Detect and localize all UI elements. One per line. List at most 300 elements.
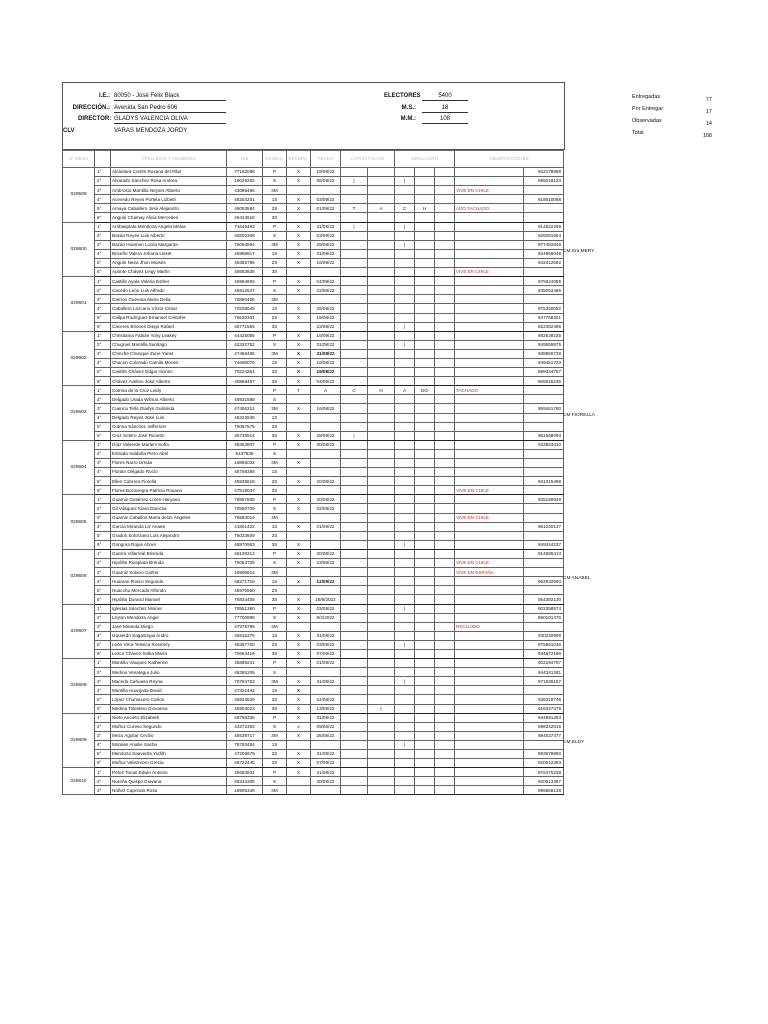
drill-cell bbox=[435, 522, 455, 531]
training-cell bbox=[368, 522, 395, 531]
dni-cell: 44425085 bbox=[227, 331, 263, 340]
observation-cell bbox=[455, 731, 524, 740]
reception-cell: X bbox=[287, 258, 311, 267]
drill-cell bbox=[395, 686, 415, 695]
condition-cell: 3M bbox=[263, 568, 287, 577]
order-cell: 2° bbox=[95, 177, 111, 186]
name-cell: Alvarado Sánchez Rosa Andrea bbox=[111, 177, 227, 186]
drill-cell bbox=[435, 340, 455, 349]
name-cell: Huaman Rosco Segundo bbox=[111, 577, 227, 586]
condition-cell: 1S bbox=[263, 522, 287, 531]
dni-cell: 45970960 bbox=[227, 586, 263, 595]
drill-cell bbox=[435, 268, 455, 277]
training-cell bbox=[341, 722, 368, 731]
observation-cell: VIVE EN CHILE bbox=[455, 559, 524, 568]
reception-cell: X bbox=[287, 704, 311, 713]
observation-cell bbox=[455, 213, 524, 222]
reception-cell bbox=[287, 531, 311, 540]
drill-cell bbox=[415, 222, 435, 231]
dni-cell: 18029262 bbox=[227, 177, 263, 186]
table-row bbox=[63, 486, 564, 495]
drill-cell bbox=[415, 168, 435, 177]
drill-cell bbox=[415, 713, 435, 722]
reception-cell: X bbox=[287, 358, 311, 367]
table-row bbox=[63, 468, 564, 477]
drill-cell bbox=[395, 459, 415, 468]
condition-cell: P bbox=[263, 386, 287, 395]
dni-cell: 18865032 bbox=[227, 459, 263, 468]
condition-cell: 3M bbox=[263, 240, 287, 249]
name-cell: Gil Vásquez Kiara Danicsa bbox=[111, 504, 227, 513]
observation-cell bbox=[455, 713, 524, 722]
date-cell: 31/08/22 bbox=[311, 713, 341, 722]
phone-cell: 969461780 bbox=[524, 404, 564, 413]
training-cell bbox=[368, 459, 395, 468]
phone-cell bbox=[524, 422, 564, 431]
observation-cell bbox=[455, 313, 524, 322]
table-row bbox=[63, 222, 564, 231]
training-cell bbox=[368, 622, 395, 631]
col-header-capacitacion: CAPACITACIÓN bbox=[341, 151, 395, 168]
training-cell bbox=[368, 468, 395, 477]
table-row bbox=[63, 659, 564, 668]
drill-cell bbox=[435, 577, 455, 586]
observation-cell bbox=[455, 440, 524, 449]
condition-cell: 3S bbox=[263, 213, 287, 222]
date-cell: 04/09/22 bbox=[311, 277, 341, 286]
drill-cell bbox=[435, 395, 455, 404]
training-cell bbox=[368, 249, 395, 258]
condition-cell: S bbox=[263, 613, 287, 622]
reception-cell: X bbox=[287, 349, 311, 358]
drill-cell bbox=[435, 195, 455, 204]
drill-cell bbox=[395, 286, 415, 295]
condition-cell: 1S bbox=[263, 413, 287, 422]
name-cell: Chinche Chunque Zune Yanet bbox=[111, 349, 227, 358]
phone-cell: 944341281 bbox=[524, 668, 564, 677]
table-row bbox=[63, 559, 564, 568]
observation-cell: TACHADO bbox=[455, 386, 524, 395]
name-cell: Ambrosio Mantilla Neyser Alberto bbox=[111, 186, 227, 195]
mesa-number-cell: 029602 bbox=[63, 331, 95, 386]
order-cell: 3° bbox=[95, 295, 111, 304]
drill-cell bbox=[435, 477, 455, 486]
name-cell: Ellen Cabrera Fiorella bbox=[111, 477, 227, 486]
drill-cell bbox=[435, 613, 455, 622]
drill-cell bbox=[395, 349, 415, 358]
training-cell bbox=[368, 368, 395, 377]
col-header-simulacro: SIMULACRO bbox=[395, 151, 455, 168]
drill-cell bbox=[395, 168, 415, 177]
order-cell: 5° bbox=[95, 204, 111, 213]
date-cell bbox=[311, 486, 341, 495]
training-cell bbox=[368, 731, 395, 740]
drill-cell bbox=[415, 368, 435, 377]
date-cell: 31/08/22 bbox=[311, 677, 341, 686]
order-cell: 2° bbox=[95, 613, 111, 622]
drill-cell bbox=[395, 377, 415, 386]
phone-cell: 942412692 bbox=[524, 258, 564, 267]
date-cell: 06/09/22 bbox=[311, 177, 341, 186]
drill-cell bbox=[435, 595, 455, 604]
observation-cell bbox=[455, 349, 524, 358]
training-cell bbox=[341, 349, 368, 358]
table-row bbox=[63, 368, 564, 377]
training-cell bbox=[341, 277, 368, 286]
table-row bbox=[63, 213, 564, 222]
summary-row bbox=[632, 92, 712, 104]
drill-cell bbox=[415, 759, 435, 768]
drill-cell bbox=[395, 268, 415, 277]
dni-cell: 43086496 bbox=[227, 186, 263, 195]
training-cell bbox=[341, 777, 368, 786]
date-cell bbox=[311, 213, 341, 222]
dni-cell: 74698070 bbox=[227, 358, 263, 367]
table-row bbox=[63, 313, 564, 322]
drill-cell bbox=[415, 522, 435, 531]
name-cell: Grados Solorzano Luis Alejandro bbox=[111, 531, 227, 540]
dni-cell: 47978795 bbox=[227, 622, 263, 631]
order-cell: 1° bbox=[95, 768, 111, 777]
cm-note: CM Sra MERY bbox=[563, 249, 595, 254]
drill-cell bbox=[415, 668, 435, 677]
dni-cell: 75057575 bbox=[227, 422, 263, 431]
name-cell: Arribasplata Mendoza Angela Melva bbox=[111, 222, 227, 231]
col-header-obs: OBSERVACIONES bbox=[455, 151, 564, 168]
condition-cell: 3M bbox=[263, 786, 287, 795]
drill-cell bbox=[395, 722, 415, 731]
condition-cell: 3S bbox=[263, 486, 287, 495]
phone-cell: 995858138 bbox=[524, 786, 564, 795]
phone-cell bbox=[524, 486, 564, 495]
training-cell bbox=[341, 649, 368, 658]
reception-cell bbox=[287, 413, 311, 422]
drill-cell bbox=[435, 249, 455, 258]
condition-cell: 2S bbox=[263, 695, 287, 704]
drill-cell bbox=[395, 468, 415, 477]
drill-cell bbox=[415, 468, 435, 477]
dni-cell: 45356796 bbox=[227, 258, 263, 267]
direccion-value: Avenida San Pedro 606 bbox=[114, 104, 226, 113]
order-cell: 4° bbox=[95, 631, 111, 640]
date-cell bbox=[311, 686, 341, 695]
date-cell: 12/09/22 bbox=[311, 577, 341, 586]
training-cell bbox=[341, 522, 368, 531]
drill-cell bbox=[395, 649, 415, 658]
condition-cell: 2S bbox=[263, 750, 287, 759]
observation-cell bbox=[455, 595, 524, 604]
training-cell: A bbox=[368, 204, 395, 213]
reception-cell: X bbox=[287, 277, 311, 286]
date-cell: 03/09/22 bbox=[311, 604, 341, 613]
condition-cell: P bbox=[263, 277, 287, 286]
drill-cell bbox=[415, 704, 435, 713]
observation-cell bbox=[455, 686, 524, 695]
training-cell bbox=[368, 531, 395, 540]
table-row bbox=[63, 513, 564, 522]
date-cell bbox=[311, 513, 341, 522]
phone-cell: 999334757 bbox=[524, 368, 564, 377]
phone-cell bbox=[524, 213, 564, 222]
col-header-name: APELLIDOS Y NOMBRES bbox=[111, 151, 227, 168]
dni-cell: 70551360 bbox=[227, 604, 263, 613]
table-row bbox=[63, 204, 564, 213]
date-cell: 25/08/22 bbox=[311, 731, 341, 740]
date-cell: 8/2/2022 bbox=[311, 613, 341, 622]
training-cell bbox=[341, 377, 368, 386]
dni-cell: 46539717 bbox=[227, 731, 263, 740]
reception-cell: X bbox=[287, 368, 311, 377]
order-cell: 3° bbox=[95, 622, 111, 631]
reception-cell: X bbox=[287, 240, 311, 249]
dni-cell: 70764753 bbox=[227, 677, 263, 686]
reception-cell: X bbox=[287, 522, 311, 531]
phone-cell bbox=[524, 186, 564, 195]
drill-cell bbox=[415, 331, 435, 340]
phone-cell: 962932660 bbox=[524, 577, 564, 586]
drill-cell bbox=[415, 640, 435, 649]
drill-cell bbox=[435, 204, 455, 213]
drill-cell bbox=[435, 358, 455, 367]
col-header-fecha: FECHA bbox=[311, 151, 341, 168]
name-cell: Mantilla Huarijaita David bbox=[111, 686, 227, 695]
order-cell: 6° bbox=[95, 595, 111, 604]
observation-cell bbox=[455, 368, 524, 377]
training-cell bbox=[341, 286, 368, 295]
date-cell: 03/09/22 bbox=[311, 195, 341, 204]
col-header-dni: DNI bbox=[227, 151, 263, 168]
reception-cell: x bbox=[287, 577, 311, 586]
reception-cell: X bbox=[287, 686, 311, 695]
reception-cell: X bbox=[287, 459, 311, 468]
observation-cell bbox=[455, 640, 524, 649]
drill-cell bbox=[435, 649, 455, 658]
drill-cell bbox=[435, 704, 455, 713]
condition-cell: P bbox=[263, 549, 287, 558]
training-cell bbox=[368, 750, 395, 759]
condition-cell: 2S bbox=[263, 586, 287, 595]
drill-cell bbox=[415, 731, 435, 740]
name-cell: Angulo Chamay Alicia Mercedes bbox=[111, 213, 227, 222]
date-cell: 16/08/22 bbox=[311, 404, 341, 413]
drill-cell bbox=[435, 486, 455, 495]
order-cell: 2° bbox=[95, 559, 111, 568]
training-cell bbox=[341, 358, 368, 367]
table-row bbox=[63, 404, 564, 413]
table-row bbox=[63, 413, 564, 422]
reception-cell: X bbox=[287, 313, 311, 322]
order-cell: 6° bbox=[95, 704, 111, 713]
training-cell bbox=[341, 322, 368, 331]
name-cell: Izquierdo Sagastegui Andro bbox=[111, 631, 227, 640]
col-header-recep: RECEPC. bbox=[287, 151, 311, 168]
ie-label: I.E.: bbox=[98, 93, 110, 99]
col-header-cond: CONDIC. bbox=[263, 151, 287, 168]
drill-cell bbox=[435, 731, 455, 740]
date-cell: 03/09/22 bbox=[311, 231, 341, 240]
training-cell bbox=[368, 231, 395, 240]
observation-cell bbox=[455, 786, 524, 795]
drill-cell: | bbox=[395, 340, 415, 349]
condition-cell: S bbox=[263, 286, 287, 295]
drill-cell: H bbox=[415, 204, 435, 213]
observation-cell bbox=[455, 177, 524, 186]
reception-cell: X bbox=[287, 659, 311, 668]
condition-cell: S bbox=[263, 231, 287, 240]
phone-cell: 949344237 bbox=[524, 540, 564, 549]
training-cell bbox=[341, 513, 368, 522]
phone-cell: 954392130 bbox=[524, 595, 564, 604]
name-cell: Morales Anabe Sasha bbox=[111, 740, 227, 749]
table-row bbox=[63, 677, 564, 686]
name-cell: Pérez Tocas Edwin Antonio bbox=[111, 768, 227, 777]
dni-cell: 45738914 bbox=[227, 431, 263, 440]
reception-cell: X bbox=[287, 249, 311, 258]
drill-cell bbox=[415, 177, 435, 186]
order-cell: 2° bbox=[95, 777, 111, 786]
condition-cell: 3M bbox=[263, 513, 287, 522]
training-cell bbox=[341, 240, 368, 249]
phone-cell bbox=[524, 586, 564, 595]
training-cell bbox=[368, 686, 395, 695]
observation-cell bbox=[455, 331, 524, 340]
drill-cell bbox=[395, 295, 415, 304]
reception-cell: X bbox=[287, 222, 311, 231]
phone-cell bbox=[524, 204, 564, 213]
summary-row bbox=[632, 116, 712, 128]
training-cell bbox=[341, 249, 368, 258]
observation-cell bbox=[455, 740, 524, 749]
electores-value: 5400 bbox=[422, 92, 468, 101]
drill-cell bbox=[395, 231, 415, 240]
order-cell: 2° bbox=[95, 668, 111, 677]
observation-cell bbox=[455, 195, 524, 204]
date-cell: 19/08/22 bbox=[311, 313, 341, 322]
drill-cell bbox=[435, 386, 455, 395]
dni-cell: 6437838 bbox=[227, 449, 263, 458]
phone-cell: 926081654 bbox=[524, 231, 564, 240]
training-cell bbox=[341, 168, 368, 177]
training-cell bbox=[341, 231, 368, 240]
order-cell: 6° bbox=[95, 540, 111, 549]
training-cell bbox=[368, 413, 395, 422]
condition-cell: P bbox=[263, 495, 287, 504]
phone-cell: 902358574 bbox=[524, 604, 564, 613]
date-cell bbox=[311, 740, 341, 749]
observation-cell bbox=[455, 286, 524, 295]
training-cell bbox=[368, 440, 395, 449]
date-cell bbox=[311, 668, 341, 677]
observation-cell bbox=[455, 404, 524, 413]
reception-cell: X bbox=[287, 231, 311, 240]
order-cell: 2° bbox=[95, 286, 111, 295]
training-cell bbox=[368, 404, 395, 413]
cm-note: CM ANABEL bbox=[563, 576, 591, 581]
drill-cell bbox=[435, 240, 455, 249]
dni-cell: 45683831 bbox=[227, 768, 263, 777]
reception-cell bbox=[287, 213, 311, 222]
summary-value: 14 bbox=[705, 121, 712, 127]
date-cell: 03/09/22 bbox=[311, 640, 341, 649]
drill-cell bbox=[435, 422, 455, 431]
drill-cell bbox=[415, 449, 435, 458]
dni-cell: 41801422 bbox=[227, 522, 263, 531]
name-cell: Delgado Reyes José Luis bbox=[111, 413, 227, 422]
phone-cell: 930240909 bbox=[524, 631, 564, 640]
condition-cell: S bbox=[263, 668, 287, 677]
drill-cell bbox=[415, 695, 435, 704]
drill-cell bbox=[415, 186, 435, 195]
drill-cell bbox=[395, 431, 415, 440]
order-cell: 2° bbox=[95, 722, 111, 731]
drill-cell bbox=[435, 377, 455, 386]
training-cell bbox=[368, 313, 395, 322]
reception-cell: X bbox=[287, 640, 311, 649]
table-row bbox=[63, 168, 564, 177]
training-cell bbox=[341, 704, 368, 713]
training-cell bbox=[368, 422, 395, 431]
ms-value: 18 bbox=[422, 104, 468, 113]
dni-cell: 18906614 bbox=[227, 568, 263, 577]
phone-cell: 982639225 bbox=[524, 331, 564, 340]
training-cell bbox=[341, 577, 368, 586]
condition-cell: 3M bbox=[263, 677, 287, 686]
reception-cell: X bbox=[287, 404, 311, 413]
date-cell: 01/09/22 bbox=[311, 204, 341, 213]
table-row bbox=[63, 422, 564, 431]
drill-cell bbox=[395, 549, 415, 558]
order-cell: 3° bbox=[95, 349, 111, 358]
observation-cell bbox=[455, 322, 524, 331]
condition-cell: 1S bbox=[263, 195, 287, 204]
training-cell bbox=[368, 568, 395, 577]
name-cell: Gongora Rojas Ahner bbox=[111, 540, 227, 549]
drill-cell bbox=[415, 413, 435, 422]
date-cell bbox=[311, 422, 341, 431]
date-cell: 16/9/2022 bbox=[311, 595, 341, 604]
drill-cell bbox=[435, 222, 455, 231]
mesa-number-cell: 029604 bbox=[63, 440, 95, 495]
dni-cell: 45344305 bbox=[227, 777, 263, 786]
summary-value: 17 bbox=[705, 109, 712, 115]
reception-cell: X bbox=[287, 168, 311, 177]
training-cell bbox=[368, 268, 395, 277]
phone-cell: 960101476 bbox=[524, 613, 564, 622]
training-cell bbox=[341, 731, 368, 740]
date-cell: 31/08/22 bbox=[311, 750, 341, 759]
summary-panel bbox=[632, 92, 712, 140]
training-cell bbox=[341, 786, 368, 795]
order-cell: 5° bbox=[95, 586, 111, 595]
training-cell bbox=[341, 186, 368, 195]
drill-cell bbox=[395, 477, 415, 486]
drill-cell bbox=[415, 649, 435, 658]
observation-cell bbox=[455, 549, 524, 558]
dni-cell: 70653419 bbox=[227, 649, 263, 658]
phone-cell: 934572186 bbox=[524, 649, 564, 658]
name-cell: Acevedo Reyes Portela Lizbeth bbox=[111, 195, 227, 204]
observation-cell: ADO TACHADO bbox=[455, 204, 524, 213]
training-cell bbox=[341, 368, 368, 377]
drill-cell bbox=[415, 504, 435, 513]
observation-cell: VIVE EN CHILE bbox=[455, 186, 524, 195]
name-cell: Flores Narro Ursula bbox=[111, 459, 227, 468]
phone-cell: 933863410 bbox=[524, 440, 564, 449]
phone-cell bbox=[524, 531, 564, 540]
table-row bbox=[63, 604, 564, 613]
observation-cell bbox=[455, 722, 524, 731]
date-cell bbox=[311, 186, 341, 195]
